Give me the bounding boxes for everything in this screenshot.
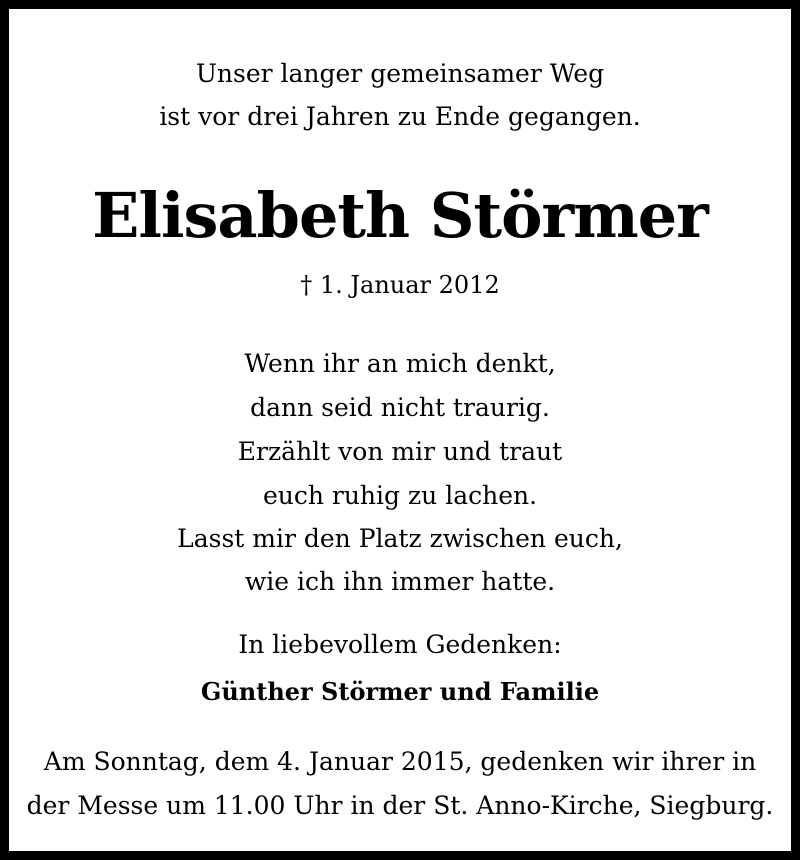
poem-line-3: Erzählt von mir und traut <box>237 437 563 466</box>
poem-line-2: dann seid nicht traurig. <box>250 393 550 422</box>
deceased-name: Elisabeth Störmer <box>92 179 708 252</box>
poem-line-4: euch ruhig zu lachen. <box>262 481 538 510</box>
intro-line-2: ist vor drei Jahren zu Ende gegangen. <box>159 102 641 131</box>
poem-line-6: wie ich ihn immer hatte. <box>244 567 556 596</box>
poem-line-5: Lasst mir den Platz zwischen euch, <box>177 524 623 553</box>
death-date: † 1. Januar 2012 <box>300 271 500 299</box>
intro-line-1: Unser langer gemeinsamer Weg <box>195 59 605 88</box>
memorial-service-line-2: der Messe um 11.00 Uhr in der St. Anno-Kirche, Siegburg. <box>26 791 774 820</box>
remembrance-line: In liebevollem Gedenken: <box>238 630 562 659</box>
poem-line-1: Wenn ihr an mich denkt, <box>244 349 556 378</box>
signed-by: Günther Störmer und Familie <box>200 677 600 706</box>
memorial-service-line-1: Am Sonntag, dem 4. Januar 2015, gedenken wir ihrer in <box>43 747 757 776</box>
